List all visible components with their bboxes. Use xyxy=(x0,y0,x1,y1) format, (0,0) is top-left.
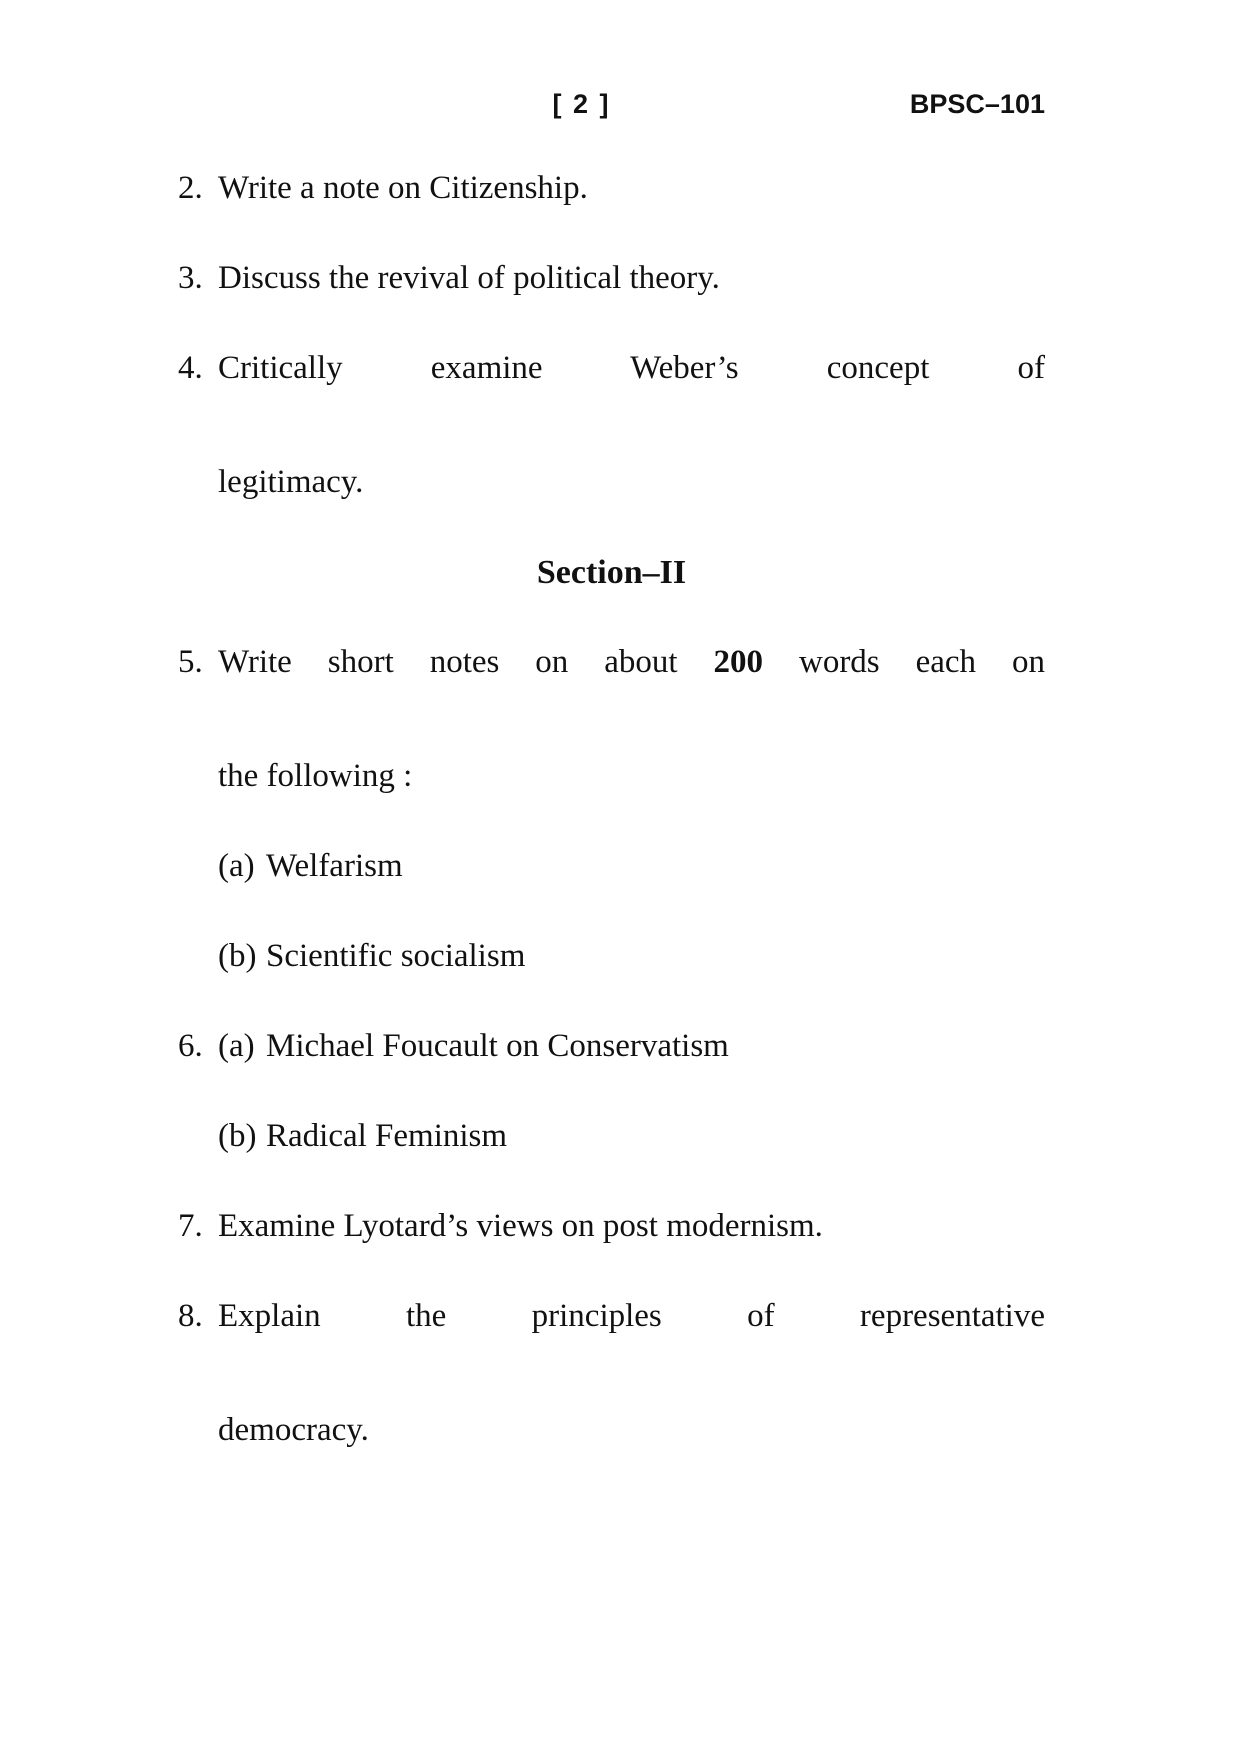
question-item xyxy=(178,838,1045,895)
question-line xyxy=(218,1198,1045,1255)
question-line xyxy=(218,250,1045,307)
question-body xyxy=(218,340,1045,511)
page-content xyxy=(178,88,1045,1492)
question-body xyxy=(218,160,1045,217)
question-item xyxy=(178,1288,1045,1459)
question-line xyxy=(218,634,1045,748)
question-number: 4. xyxy=(178,350,203,386)
sub-item-label: (b) xyxy=(218,1118,257,1154)
question-number xyxy=(178,1108,218,1165)
question-list xyxy=(178,160,1045,1459)
question-body xyxy=(218,1198,1045,1255)
sub-item-label: (b) xyxy=(218,938,257,974)
question-number xyxy=(178,838,218,895)
question-item xyxy=(178,1198,1045,1255)
bold-text: 200 xyxy=(713,644,764,680)
question-number: 7. xyxy=(178,1208,203,1244)
question-number: 6. xyxy=(178,1028,203,1064)
text-segment: the following : xyxy=(218,758,413,794)
question-line xyxy=(218,160,1045,217)
sub-item xyxy=(218,928,1045,985)
question-line xyxy=(218,1402,1045,1459)
question-number: 8. xyxy=(178,1298,203,1334)
text-segment: Explain the principles of representative xyxy=(218,1298,1045,1334)
question-body xyxy=(218,1288,1045,1459)
question-body xyxy=(218,1018,1045,1075)
sub-item xyxy=(218,1018,1045,1075)
question-body xyxy=(218,634,1045,805)
sub-item-body xyxy=(266,928,1045,985)
question-line xyxy=(266,928,1045,985)
text-segment: Discuss the revival of political theory. xyxy=(218,260,720,296)
question-item xyxy=(178,160,1045,217)
question-item xyxy=(178,1108,1045,1165)
section-heading: Section–II xyxy=(536,554,687,591)
text-segment: democracy. xyxy=(218,1412,369,1448)
question-number: 3. xyxy=(178,260,203,296)
text-segment: Write short notes on about xyxy=(218,644,714,680)
question-line xyxy=(266,838,1045,895)
question-line xyxy=(218,454,1045,511)
question-line xyxy=(266,1108,1045,1165)
question-line xyxy=(266,1018,1045,1075)
question-item xyxy=(178,928,1045,985)
question-item xyxy=(178,1018,1045,1075)
text-segment: words each on xyxy=(763,644,1045,680)
sub-item-label: (a) xyxy=(218,1028,255,1064)
question-line xyxy=(218,748,1045,805)
question-line xyxy=(218,1288,1045,1402)
question-item xyxy=(178,340,1045,511)
question-item xyxy=(178,250,1045,307)
sub-item-label: (a) xyxy=(218,848,255,884)
question-item xyxy=(178,634,1045,805)
question-body xyxy=(218,928,1045,985)
text-segment: Examine Lyotard’s views on post modernism. xyxy=(218,1208,823,1244)
page-header xyxy=(178,88,1045,120)
sub-item-body xyxy=(266,1018,1045,1075)
text-segment: Critically examine Weber’s concept of xyxy=(218,350,1045,386)
question-body xyxy=(218,250,1045,307)
page-number: [ 2 ] xyxy=(552,89,611,119)
text-segment: Radical Feminism xyxy=(266,1118,508,1154)
text-segment: Scientific socialism xyxy=(266,938,526,974)
question-number: 2. xyxy=(178,170,203,206)
sub-item-body xyxy=(266,838,1045,895)
question-body xyxy=(218,1108,1045,1165)
sub-item xyxy=(218,1108,1045,1165)
sub-item xyxy=(218,838,1045,895)
text-segment: Write a note on Citizenship. xyxy=(218,170,588,206)
course-code: BPSC–101 xyxy=(909,89,1045,119)
sub-item-body xyxy=(266,1108,1045,1165)
text-segment: Michael Foucault on Conservatism xyxy=(266,1028,729,1064)
question-number: 5. xyxy=(178,644,203,680)
text-segment: legitimacy. xyxy=(218,464,364,500)
question-line xyxy=(218,340,1045,454)
question-number xyxy=(178,928,218,985)
text-segment: Welfarism xyxy=(266,848,403,884)
question-body xyxy=(218,838,1045,895)
